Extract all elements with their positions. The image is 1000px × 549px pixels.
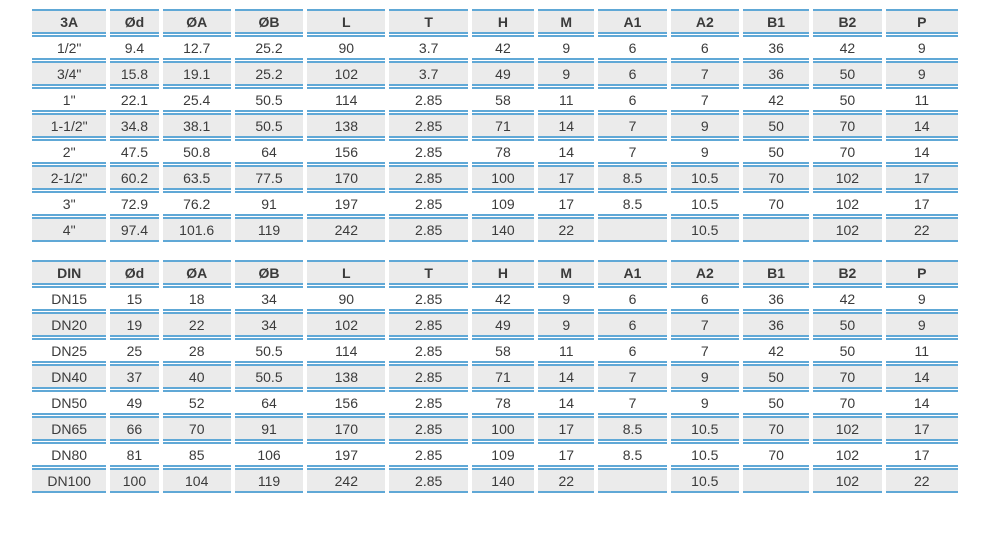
dimension-cell: 104 — [163, 468, 231, 493]
dimension-cell: 9 — [886, 61, 958, 86]
dimension-cell: 140 — [472, 217, 534, 242]
column-header: ØA — [163, 9, 231, 34]
table-row — [32, 312, 958, 337]
dimension-cell: 36 — [743, 35, 809, 60]
dimension-cell: 50 — [743, 364, 809, 389]
dimension-cell: 9 — [886, 35, 958, 60]
dimension-cell: 70 — [743, 416, 809, 441]
dimension-cell: 42 — [472, 35, 534, 60]
column-header: B2 — [813, 9, 881, 34]
column-header: DIN — [32, 260, 106, 285]
dimension-cell: 138 — [307, 113, 385, 138]
table-row — [32, 165, 958, 190]
dimension-cell: 10.5 — [671, 416, 739, 441]
dimension-cell: 70 — [743, 165, 809, 190]
dimension-cell: 10.5 — [671, 468, 739, 493]
size-cell: DN40 — [32, 364, 106, 389]
dimension-cell: 63.5 — [163, 165, 231, 190]
dimension-cell: 102 — [813, 217, 881, 242]
dimension-cell: 50 — [813, 338, 881, 363]
dimension-cell — [743, 217, 809, 242]
dimension-cell: 72.9 — [110, 191, 158, 216]
dimension-cell: 11 — [886, 87, 958, 112]
dimension-cell: 50.5 — [235, 113, 303, 138]
dimension-cell: 42 — [743, 338, 809, 363]
table-row — [32, 416, 958, 441]
table-row — [32, 217, 958, 242]
dimension-cell: 50.8 — [163, 139, 231, 164]
dimension-cell: 8.5 — [598, 416, 666, 441]
dimension-cell: 100 — [472, 416, 534, 441]
dimension-cell: 102 — [307, 312, 385, 337]
dimension-cell: 47.5 — [110, 139, 158, 164]
dimension-cell: 70 — [813, 390, 881, 415]
dimension-cell: 14 — [538, 113, 594, 138]
column-header: 3A — [32, 9, 106, 34]
dimension-cell: 2.85 — [389, 312, 467, 337]
dimension-cell: 114 — [307, 338, 385, 363]
dimension-cell: 91 — [235, 416, 303, 441]
dimension-cell: 6 — [598, 338, 666, 363]
dimension-cell: 17 — [886, 191, 958, 216]
size-cell: 4" — [32, 217, 106, 242]
dimension-cell: 50 — [813, 312, 881, 337]
table-row — [32, 286, 958, 311]
dimension-cell: 7 — [598, 139, 666, 164]
dimension-cell: 70 — [163, 416, 231, 441]
column-header: M — [538, 9, 594, 34]
dimension-cell: 38.1 — [163, 113, 231, 138]
column-header: A1 — [598, 260, 666, 285]
dimension-cell: 90 — [307, 286, 385, 311]
dimension-cell: 102 — [813, 165, 881, 190]
table-row — [32, 113, 958, 138]
dimension-cell: 7 — [598, 390, 666, 415]
dimension-cell — [598, 217, 666, 242]
dimension-cell: 7 — [671, 312, 739, 337]
dimension-cell: 106 — [235, 442, 303, 467]
dimension-cell: 34.8 — [110, 113, 158, 138]
dimension-cell: 50 — [743, 390, 809, 415]
size-cell: 1" — [32, 87, 106, 112]
dimension-cell: 91 — [235, 191, 303, 216]
dimension-cell — [598, 468, 666, 493]
dimension-cell: 10.5 — [671, 217, 739, 242]
column-header: Ød — [110, 260, 158, 285]
dimension-cell: 60.2 — [110, 165, 158, 190]
column-header: P — [886, 260, 958, 285]
column-header: B1 — [743, 260, 809, 285]
dimension-cell: 2.85 — [389, 468, 467, 493]
dimension-cell: 2.85 — [389, 390, 467, 415]
dimension-cell: 17 — [538, 191, 594, 216]
dimension-cell: 17 — [886, 416, 958, 441]
dimension-cell: 242 — [307, 217, 385, 242]
dimension-cell: 197 — [307, 191, 385, 216]
size-cell: 1/2" — [32, 35, 106, 60]
dimension-cell: 40 — [163, 364, 231, 389]
dimension-cell: 22 — [538, 217, 594, 242]
dimension-cell: 7 — [671, 87, 739, 112]
column-header: H — [472, 260, 534, 285]
dimension-cell: 2.85 — [389, 139, 467, 164]
dimension-cell: 12.7 — [163, 35, 231, 60]
dimension-cell: 10.5 — [671, 165, 739, 190]
column-header: P — [886, 9, 958, 34]
dimension-cell: 14 — [886, 390, 958, 415]
dimension-cell: 102 — [813, 442, 881, 467]
dimension-cell: 102 — [813, 468, 881, 493]
dimension-cell: 2.85 — [389, 113, 467, 138]
dimension-cell: 90 — [307, 35, 385, 60]
dimension-cell: 170 — [307, 165, 385, 190]
dimension-cell: 71 — [472, 113, 534, 138]
size-cell: DN50 — [32, 390, 106, 415]
table-row — [32, 87, 958, 112]
dimension-table-3a — [28, 8, 962, 243]
table-row — [32, 191, 958, 216]
column-header: M — [538, 260, 594, 285]
dimension-cell: 156 — [307, 390, 385, 415]
table-row — [32, 468, 958, 493]
dimension-cell: 50 — [743, 113, 809, 138]
column-header: T — [389, 260, 467, 285]
size-cell: 2" — [32, 139, 106, 164]
dimension-cell: 42 — [743, 87, 809, 112]
dimension-cell: 156 — [307, 139, 385, 164]
dimension-cell: 100 — [472, 165, 534, 190]
dimension-cell: 22 — [538, 468, 594, 493]
size-cell: DN20 — [32, 312, 106, 337]
dimension-cell: 64 — [235, 390, 303, 415]
dimension-cell: 52 — [163, 390, 231, 415]
dimension-cell: 10.5 — [671, 442, 739, 467]
dimension-cell: 15.8 — [110, 61, 158, 86]
size-cell: DN15 — [32, 286, 106, 311]
dimension-cell: 9 — [671, 113, 739, 138]
dimension-cell: 22 — [886, 217, 958, 242]
dimension-cell: 242 — [307, 468, 385, 493]
size-cell: 3" — [32, 191, 106, 216]
dimension-cell: 42 — [813, 286, 881, 311]
column-header: A2 — [671, 260, 739, 285]
dimension-cell: 50.5 — [235, 338, 303, 363]
dimension-cell: 49 — [472, 312, 534, 337]
column-header: H — [472, 9, 534, 34]
size-cell: 1-1/2" — [32, 113, 106, 138]
dimension-cell: 70 — [813, 113, 881, 138]
table-row — [32, 338, 958, 363]
dimension-cell: 9 — [538, 286, 594, 311]
dimension-cell — [743, 468, 809, 493]
dimension-cell: 11 — [538, 338, 594, 363]
dimension-cell: 50.5 — [235, 364, 303, 389]
dimension-cell: 3.7 — [389, 35, 467, 60]
dimension-cell: 42 — [472, 286, 534, 311]
dimension-cell: 58 — [472, 87, 534, 112]
dimension-cell: 9 — [671, 139, 739, 164]
table-body — [32, 35, 958, 242]
dimension-cell: 119 — [235, 217, 303, 242]
dimension-cell: 49 — [472, 61, 534, 86]
dimension-cell: 119 — [235, 468, 303, 493]
dimension-table-din — [28, 259, 962, 494]
dimension-cell: 9.4 — [110, 35, 158, 60]
table-row — [32, 35, 958, 60]
dimension-cell: 28 — [163, 338, 231, 363]
dimension-cell: 9 — [538, 35, 594, 60]
column-header: ØA — [163, 260, 231, 285]
dimension-cell: 19.1 — [163, 61, 231, 86]
column-header: Ød — [110, 9, 158, 34]
dimension-cell: 114 — [307, 87, 385, 112]
dimension-cell: 11 — [538, 87, 594, 112]
dimension-cell: 8.5 — [598, 165, 666, 190]
dimension-cell: 17 — [538, 165, 594, 190]
dimension-cell: 14 — [538, 139, 594, 164]
dimension-cell: 8.5 — [598, 442, 666, 467]
size-cell: DN80 — [32, 442, 106, 467]
dimension-cell: 14 — [886, 139, 958, 164]
column-header: L — [307, 260, 385, 285]
dimension-cell: 140 — [472, 468, 534, 493]
dimension-cell: 50 — [813, 87, 881, 112]
dimension-cell: 109 — [472, 191, 534, 216]
size-cell: DN25 — [32, 338, 106, 363]
dimension-cell: 34 — [235, 312, 303, 337]
dimension-cell: 22 — [886, 468, 958, 493]
dimension-cell: 15 — [110, 286, 158, 311]
dimension-cell: 197 — [307, 442, 385, 467]
column-header: B1 — [743, 9, 809, 34]
dimension-cell: 77.5 — [235, 165, 303, 190]
dimension-cell: 78 — [472, 390, 534, 415]
dimension-cell: 66 — [110, 416, 158, 441]
dimension-cell: 10.5 — [671, 191, 739, 216]
column-header: L — [307, 9, 385, 34]
dimension-cell: 81 — [110, 442, 158, 467]
size-cell: DN100 — [32, 468, 106, 493]
table-row — [32, 390, 958, 415]
dimension-cell: 6 — [598, 286, 666, 311]
dimension-cell: 25.2 — [235, 35, 303, 60]
dimension-cell: 17 — [538, 442, 594, 467]
column-header: ØB — [235, 9, 303, 34]
dimension-cell: 7 — [671, 61, 739, 86]
dimension-cell: 6 — [598, 35, 666, 60]
dimension-cell: 2.85 — [389, 442, 467, 467]
dimension-cell: 58 — [472, 338, 534, 363]
size-cell: DN65 — [32, 416, 106, 441]
dimension-cell: 42 — [813, 35, 881, 60]
dimension-cell: 6 — [671, 35, 739, 60]
dimension-cell: 25 — [110, 338, 158, 363]
dimension-cell: 138 — [307, 364, 385, 389]
dimension-cell: 22.1 — [110, 87, 158, 112]
dimension-cell: 22 — [163, 312, 231, 337]
table-row — [32, 139, 958, 164]
dimension-cell: 17 — [538, 416, 594, 441]
dimension-cell: 2.85 — [389, 191, 467, 216]
column-header: B2 — [813, 260, 881, 285]
dimension-cell: 9 — [886, 286, 958, 311]
dimension-cell: 36 — [743, 286, 809, 311]
table-row — [32, 442, 958, 467]
dimension-cell: 102 — [307, 61, 385, 86]
dimension-cell: 3.7 — [389, 61, 467, 86]
dimension-cell: 17 — [886, 165, 958, 190]
dimension-cell: 9 — [671, 390, 739, 415]
dimension-cell: 70 — [813, 364, 881, 389]
dimension-cell: 101.6 — [163, 217, 231, 242]
dimension-cell: 19 — [110, 312, 158, 337]
dimension-cell: 2.85 — [389, 416, 467, 441]
dimension-cell: 11 — [886, 338, 958, 363]
dimension-cell: 9 — [886, 312, 958, 337]
dimension-cell: 37 — [110, 364, 158, 389]
dimension-cell: 78 — [472, 139, 534, 164]
size-cell: 2-1/2" — [32, 165, 106, 190]
dimension-cell: 25.4 — [163, 87, 231, 112]
dimension-cell: 109 — [472, 442, 534, 467]
dimension-cell: 6 — [598, 87, 666, 112]
column-header: A1 — [598, 9, 666, 34]
dimension-cell: 97.4 — [110, 217, 158, 242]
dimension-cell: 2.85 — [389, 165, 467, 190]
dimension-cell: 100 — [110, 468, 158, 493]
dimension-cell: 71 — [472, 364, 534, 389]
dimension-cell: 36 — [743, 312, 809, 337]
dimension-cell: 6 — [598, 61, 666, 86]
dimension-cell: 7 — [671, 338, 739, 363]
column-header: ØB — [235, 260, 303, 285]
dimension-cell: 102 — [813, 191, 881, 216]
dimension-cell: 9 — [538, 61, 594, 86]
dimension-cell: 34 — [235, 286, 303, 311]
dimension-cell: 85 — [163, 442, 231, 467]
dimension-cell: 70 — [743, 442, 809, 467]
dimension-cell: 170 — [307, 416, 385, 441]
dimension-cell: 36 — [743, 61, 809, 86]
dimension-cell: 18 — [163, 286, 231, 311]
dimension-cell: 2.85 — [389, 286, 467, 311]
dimension-cell: 70 — [743, 191, 809, 216]
dimension-cell: 70 — [813, 139, 881, 164]
dimension-cell: 14 — [538, 390, 594, 415]
dimension-cell: 17 — [886, 442, 958, 467]
dimension-cell: 64 — [235, 139, 303, 164]
dimension-cell: 7 — [598, 113, 666, 138]
dimension-cell: 50 — [743, 139, 809, 164]
table-row — [32, 364, 958, 389]
column-header: A2 — [671, 9, 739, 34]
column-header: T — [389, 9, 467, 34]
dimension-cell: 14 — [886, 113, 958, 138]
header-row — [32, 9, 958, 34]
dimension-cell: 50.5 — [235, 87, 303, 112]
dimension-cell: 2.85 — [389, 87, 467, 112]
dimension-cell: 7 — [598, 364, 666, 389]
dimension-cell: 2.85 — [389, 217, 467, 242]
dimension-cell: 102 — [813, 416, 881, 441]
size-cell: 3/4" — [32, 61, 106, 86]
dimension-cell: 2.85 — [389, 338, 467, 363]
dimension-cell: 25.2 — [235, 61, 303, 86]
dimension-cell: 49 — [110, 390, 158, 415]
dimension-cell: 76.2 — [163, 191, 231, 216]
dimension-cell: 6 — [598, 312, 666, 337]
header-row — [32, 260, 958, 285]
table-row — [32, 61, 958, 86]
dimension-cell: 9 — [538, 312, 594, 337]
dimension-cell: 50 — [813, 61, 881, 86]
dimension-cell: 8.5 — [598, 191, 666, 216]
dimension-cell: 2.85 — [389, 364, 467, 389]
dimension-cell: 14 — [886, 364, 958, 389]
table-body — [32, 286, 958, 493]
dimension-cell: 14 — [538, 364, 594, 389]
dimension-cell: 9 — [671, 364, 739, 389]
dimension-cell: 6 — [671, 286, 739, 311]
